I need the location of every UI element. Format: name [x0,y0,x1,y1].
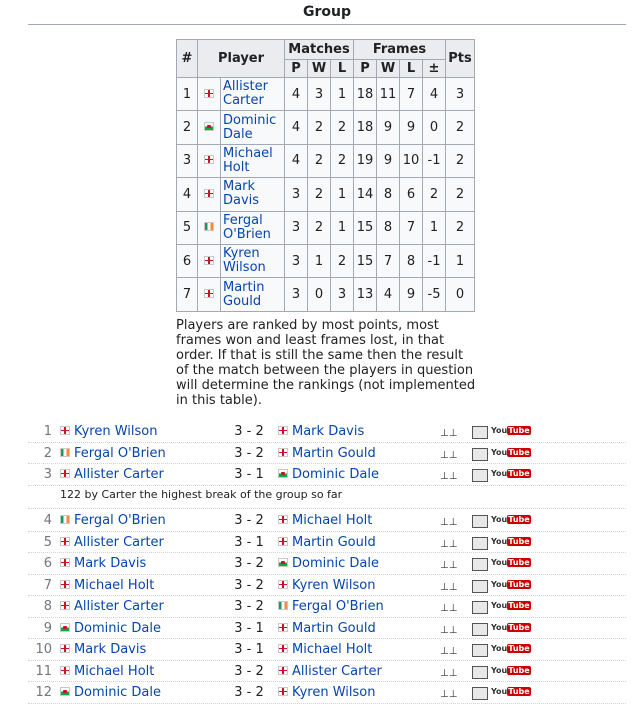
rank-cell: 7 [177,278,198,311]
match-score: 3 - 2 [234,445,264,461]
match-report-icon[interactable] [472,580,488,593]
youtube-tube-text: Tube [508,447,530,457]
stat-diff: 2 [423,178,446,211]
england-flag-icon [278,644,288,653]
youtube-icon[interactable] [491,558,531,568]
stat-mw: 3 [308,78,331,111]
stat-fw: 4 [377,278,400,311]
youtube-you-text: You [491,601,508,610]
youtube-tube-text: Tube [508,469,530,478]
scoreboard-icon[interactable]: ⊥⊥ [440,624,458,636]
player1 [60,513,166,528]
standings-row [177,144,475,177]
scoreboard-icon[interactable]: ⊥⊥ [440,517,458,528]
stat-diff: 0 [423,111,446,144]
stat-mw: 0 [308,278,331,311]
match-number: 5 [43,534,52,550]
player2 [278,467,379,482]
youtube-tube-text: Tube [508,426,530,435]
stat-mw: 2 [308,178,331,211]
ranking-note: Players are ranked by most points, most frames won and least frames lost, in that order. If that is still the same then the result of the match between the players in question will determine the rankings (not implemented in this table). [176,318,476,408]
player2-link[interactable]: Allister Carter [292,663,382,679]
youtube-icon[interactable] [491,601,531,611]
match-report-icon[interactable] [472,687,488,700]
youtube-tube-text: Tube [508,515,530,524]
stat-fl: 7 [400,78,423,111]
youtube-icon[interactable] [491,469,531,479]
player-first-name: Kyren [223,246,260,262]
rank-cell: 2 [177,111,198,144]
player2 [278,664,382,679]
player2-link[interactable]: Kyren Wilson [292,577,376,593]
flag-cell [198,278,221,311]
col-rank: # [177,40,198,78]
player-link[interactable] [223,179,259,208]
youtube-icon[interactable] [491,537,531,547]
match-row [28,682,626,704]
youtube-icon[interactable] [491,687,531,697]
youtube-tube-text: Tube [508,665,530,675]
stat-fw: 11 [377,78,400,111]
match-row [28,618,626,640]
scoreboard-icon[interactable]: ⊥⊥ [440,581,458,593]
col-frames-played: P [354,60,377,78]
match-number: 7 [43,577,52,593]
england-flag-icon [60,666,70,675]
england-flag-icon [60,601,70,610]
player1 [60,664,154,679]
stat-mw: 2 [308,111,331,144]
scoreboard-icon[interactable]: ⊥⊥ [440,603,458,614]
player1 [60,446,166,461]
match-number: 6 [43,556,52,571]
rank-cell: 3 [177,144,198,177]
stat-ml: 3 [331,278,354,311]
england-flag-icon [204,155,214,164]
flag-cell [198,78,221,111]
stat-fw: 9 [377,111,400,144]
match-row [28,553,626,575]
youtube-you-text: You [491,447,508,457]
standings-row [177,78,475,111]
player1-link[interactable]: Kyren Wilson [74,424,158,439]
player1-link[interactable]: Dominic Dale [74,685,161,700]
player-first-name: Fergal [223,212,263,228]
match-number: 4 [43,513,52,528]
scoreboard-icon[interactable]: ⊥⊥ [440,428,458,439]
player-last-name: Dale [223,126,253,142]
stat-fw: 8 [377,178,400,211]
match-number: 9 [43,620,52,636]
stat-fl: 10 [400,144,423,177]
stat-pts: 2 [446,111,475,144]
flag-cell [198,244,221,277]
col-pts: Pts [446,40,475,78]
player1 [60,467,164,482]
player1 [60,642,146,657]
player1 [60,621,161,636]
player1 [60,556,146,571]
match-number: 12 [35,685,52,700]
england-flag-icon [60,537,70,546]
stat-mw: 1 [308,244,331,277]
wales-flag-icon [278,469,288,478]
player-last-name: O'Brien [223,226,271,242]
section-heading: Group [28,0,626,25]
player2-link[interactable]: Martin Gould [292,620,376,636]
player-link[interactable] [223,79,268,108]
col-matches-won: W [308,60,331,78]
england-flag-icon [204,189,214,198]
match-score: 3 - 1 [234,620,264,636]
youtube-tube-text: Tube [508,622,530,632]
match-report-icon[interactable] [472,537,488,550]
standings-row [177,211,475,244]
youtube-you-text: You [491,687,508,696]
england-flag-icon [60,580,70,589]
player2 [278,513,372,528]
player2 [278,556,379,571]
wales-flag-icon [60,623,70,632]
stat-mp: 4 [285,111,308,144]
stat-ml: 2 [331,144,354,177]
stat-fl: 7 [400,211,423,244]
youtube-icon[interactable] [491,666,531,676]
england-flag-icon [278,687,288,696]
stat-pts: 1 [446,244,475,277]
match-score: 3 - 2 [234,685,264,700]
player-cell [221,111,285,144]
stat-fw: 8 [377,211,400,244]
col-matches-played: P [285,60,308,78]
stat-fw: 7 [377,244,400,277]
england-flag-icon [278,580,288,589]
youtube-tube-text: Tube [508,579,530,589]
player-last-name: Wilson [223,260,266,276]
player1-link[interactable]: Fergal O'Brien [74,513,166,528]
player1 [60,685,161,700]
stat-ml: 1 [331,178,354,211]
match-report-icon[interactable] [472,558,488,571]
match-report-icon[interactable] [472,469,488,482]
match-number: 1 [43,424,52,439]
player1-link[interactable]: Mark Davis [74,642,147,657]
england-flag-icon [278,515,288,524]
player-first-name: Allister [223,79,268,95]
match-report-icon[interactable] [472,623,488,636]
youtube-icon[interactable] [491,515,531,525]
player-cell [221,278,285,311]
player1-link[interactable]: Allister Carter [74,534,164,550]
youtube-you-text: You [491,622,508,632]
player-last-name: Holt [223,159,250,175]
stat-ml: 1 [331,211,354,244]
player2 [278,535,376,550]
england-flag-icon [60,426,70,435]
stat-mp: 3 [285,244,308,277]
match-row [28,639,626,661]
player-first-name: Martin [223,279,265,295]
player-first-name: Mark [223,179,256,195]
col-frames: Frames [354,40,446,60]
england-flag-icon [278,448,288,457]
rank-cell: 1 [177,78,198,111]
youtube-you-text: You [491,536,508,546]
player1-link[interactable]: Michael Holt [74,663,155,679]
match-number: 2 [43,445,52,461]
flag-cell [198,111,221,144]
player1-link[interactable]: Michael Holt [74,577,155,593]
flag-cell [198,178,221,211]
player2-link[interactable]: Kyren Wilson [292,685,376,700]
col-frames-won: W [377,60,400,78]
stat-fl: 9 [400,278,423,311]
player1-link[interactable]: Allister Carter [74,599,164,614]
player1 [60,578,154,593]
standings-row [177,178,475,211]
youtube-icon[interactable] [491,623,531,633]
stat-fl: 6 [400,178,423,211]
youtube-tube-text: Tube [508,558,530,567]
stat-pts: 3 [446,78,475,111]
player2-link[interactable]: Michael Holt [292,642,373,657]
standings-row [177,278,475,311]
scoreboard-icon[interactable]: ⊥⊥ [440,538,458,550]
england-flag-icon [278,623,288,632]
match-score: 3 - 2 [234,556,264,571]
match-score: 3 - 2 [234,599,264,614]
player-link[interactable] [223,113,276,142]
match-row [28,510,626,532]
stat-mp: 3 [285,211,308,244]
player2 [278,599,384,614]
youtube-icon[interactable] [491,580,531,590]
match-row [28,661,626,683]
youtube-you-text: You [491,469,508,478]
youtube-icon[interactable] [491,644,531,654]
wales-flag-icon [204,122,214,131]
standings-row [177,111,475,144]
player1 [60,535,164,550]
stat-mw: 2 [308,144,331,177]
player-cell [221,211,285,244]
player1-link[interactable]: Allister Carter [74,467,164,482]
wales-flag-icon [278,558,288,567]
player2 [278,578,375,593]
stat-diff: 1 [423,211,446,244]
standings-table [176,39,475,312]
player-cell [221,144,285,177]
england-flag-icon [60,644,70,653]
col-player: Player [198,40,285,78]
player-last-name: Carter [223,93,264,109]
england-flag-icon [278,426,288,435]
match-number: 10 [35,642,52,657]
scoreboard-icon[interactable]: ⊥⊥ [440,646,458,657]
match-report-icon[interactable] [472,666,488,679]
youtube-icon[interactable] [491,426,531,436]
england-flag-icon [60,469,70,478]
match-score: 3 - 1 [234,467,264,482]
youtube-you-text: You [491,579,508,589]
stat-ml: 2 [331,111,354,144]
ireland-flag-icon [204,222,214,231]
player-last-name: Gould [223,293,262,309]
player1 [60,599,164,614]
stat-diff: -1 [423,244,446,277]
youtube-tube-text: Tube [508,601,530,610]
match-score: 3 - 2 [234,577,264,593]
match-row [28,532,626,554]
stat-mp: 4 [285,78,308,111]
player2 [278,621,376,636]
match-score: 3 - 2 [234,663,264,679]
stat-diff: 4 [423,78,446,111]
stat-pts: 0 [446,278,475,311]
player-first-name: Dominic [223,112,277,128]
match-row [28,421,626,443]
match-report-icon[interactable] [472,426,488,439]
match-report-icon[interactable] [472,601,488,614]
wales-flag-icon [60,687,70,696]
youtube-you-text: You [491,426,508,435]
youtube-icon[interactable] [491,448,531,458]
standings-row [177,244,475,277]
stat-fw: 9 [377,144,400,177]
england-flag-icon [278,537,288,546]
player2-link[interactable]: Fergal O'Brien [292,599,384,614]
break-note-bar [28,482,626,509]
youtube-tube-text: Tube [508,687,530,696]
player-link[interactable] [223,146,273,175]
player2-link[interactable]: Martin Gould [292,445,376,461]
player-link[interactable] [223,280,264,309]
stat-mp: 4 [285,144,308,177]
scoreboard-icon[interactable]: ⊥⊥ [440,560,458,571]
player-cell [221,178,285,211]
player1 [60,424,157,439]
flag-cell [198,144,221,177]
rank-cell: 5 [177,211,198,244]
match-report-icon[interactable] [472,515,488,528]
stat-fl: 8 [400,244,423,277]
match-row [28,443,626,465]
col-frames-diff: ± [423,60,446,78]
player2-link[interactable]: Michael Holt [292,513,373,528]
player2 [278,446,376,461]
match-row [28,596,626,618]
player-cell [221,244,285,277]
player2-link[interactable]: Martin Gould [292,534,376,550]
england-flag-icon [204,89,214,98]
player2-link[interactable]: Dominic Dale [292,467,379,482]
match-score: 3 - 1 [234,642,264,657]
match-report-icon[interactable] [472,448,488,461]
stat-mp: 3 [285,278,308,311]
ireland-flag-icon [278,601,288,610]
stat-fp: 14 [354,178,377,211]
stat-fp: 18 [354,111,377,144]
player2 [278,642,372,657]
stat-fp: 18 [354,78,377,111]
match-score: 3 - 1 [234,534,264,550]
player-link[interactable] [223,246,266,275]
rank-cell: 4 [177,178,198,211]
ireland-flag-icon [60,448,70,457]
col-matches-lost: L [331,60,354,78]
stat-ml: 2 [331,244,354,277]
match-score: 3 - 2 [234,513,264,528]
stat-diff: -1 [423,144,446,177]
player1-link[interactable]: Fergal O'Brien [74,445,166,461]
youtube-you-text: You [491,558,508,567]
stat-fp: 15 [354,211,377,244]
stat-diff: -5 [423,278,446,311]
stat-pts: 2 [446,211,475,244]
stat-fp: 19 [354,144,377,177]
break-note: 122 by Carter the highest break of the group so far [28,482,626,509]
england-flag-icon [278,666,288,675]
stat-mw: 2 [308,211,331,244]
scoreboard-icon[interactable]: ⊥⊥ [440,471,458,482]
ireland-flag-icon [60,515,70,524]
scoreboard-icon[interactable]: ⊥⊥ [440,667,458,679]
match-number: 8 [43,599,52,614]
player2 [278,424,364,439]
stat-mp: 3 [285,178,308,211]
player-cell [221,78,285,111]
england-flag-icon [204,256,214,265]
stat-fl: 9 [400,111,423,144]
results-list [28,510,626,704]
stat-ml: 1 [331,78,354,111]
youtube-you-text: You [491,644,508,653]
england-flag-icon [204,289,214,298]
stat-fp: 15 [354,244,377,277]
match-report-icon[interactable] [472,644,488,657]
youtube-you-text: You [491,515,508,524]
player2-link[interactable]: Dominic Dale [292,556,379,571]
match-number: 3 [43,467,52,482]
stat-fp: 13 [354,278,377,311]
scoreboard-icon[interactable]: ⊥⊥ [440,449,458,461]
player-last-name: Davis [223,193,260,209]
match-score: 3 - 2 [234,424,264,439]
player1-link[interactable]: Mark Davis [74,556,147,571]
col-frames-lost: L [400,60,423,78]
results-list [28,421,626,486]
player2-link[interactable]: Mark Davis [292,424,365,439]
youtube-you-text: You [491,665,508,675]
player-link[interactable] [223,213,271,242]
flag-cell [198,211,221,244]
scoreboard-icon[interactable]: ⊥⊥ [440,689,458,700]
match-row [28,575,626,597]
match-number: 11 [35,663,52,679]
rank-cell: 6 [177,244,198,277]
england-flag-icon [60,558,70,567]
youtube-tube-text: Tube [508,536,530,546]
youtube-tube-text: Tube [508,644,530,653]
stat-pts: 2 [446,144,475,177]
player-first-name: Michael [223,145,273,161]
player1-link[interactable]: Dominic Dale [74,620,161,636]
stat-pts: 2 [446,178,475,211]
player2 [278,685,375,700]
col-matches: Matches [285,40,354,60]
